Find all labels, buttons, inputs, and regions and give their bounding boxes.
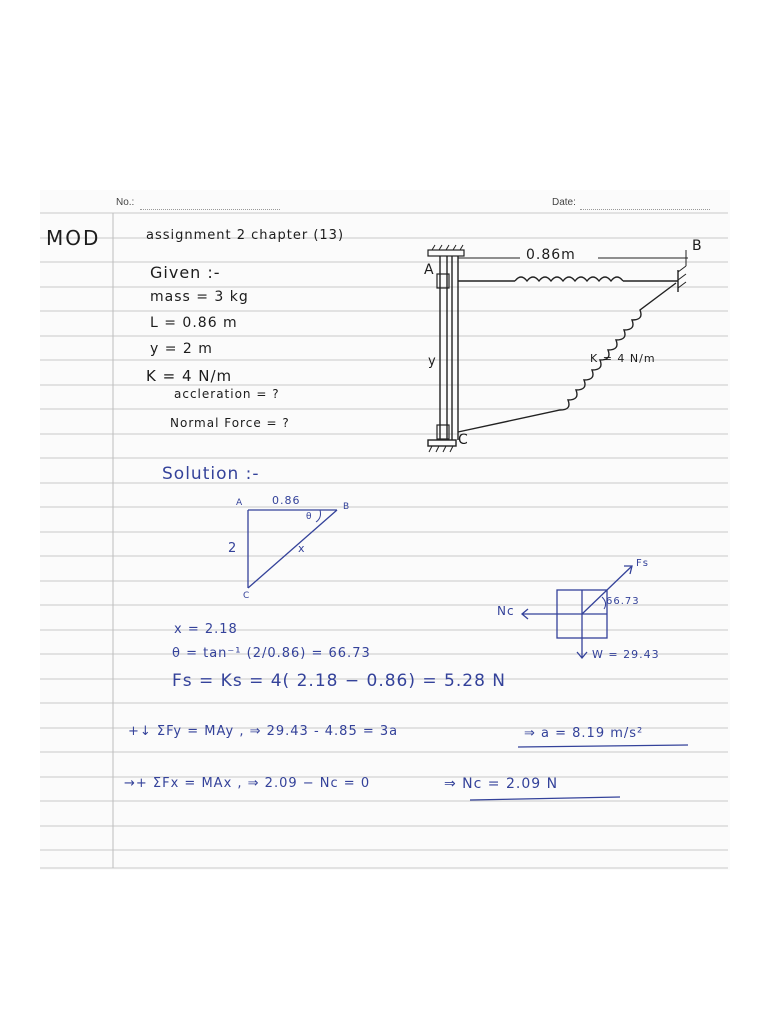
result-normal-force: ⇒ Nc = 2.09 N bbox=[444, 776, 559, 792]
equation-x: x = 2.18 bbox=[174, 622, 238, 637]
date-line bbox=[580, 209, 710, 210]
result-acceleration: ⇒ a = 8.19 m/s² bbox=[524, 726, 644, 741]
collar-figure bbox=[428, 245, 688, 452]
accel-underline bbox=[518, 745, 688, 747]
triangle-label-c: C bbox=[243, 591, 251, 601]
triangle-side-length: 2 bbox=[228, 541, 238, 556]
equation-theta: θ = tan⁻¹ (2/0.86) = 66.73 bbox=[172, 646, 371, 661]
triangle-label-a: A bbox=[236, 498, 244, 508]
equation-spring-force: Fs = Ks = 4( 2.18 − 0.86) = 5.28 N bbox=[172, 671, 507, 691]
given-y: y = 2 m bbox=[150, 341, 213, 357]
ruled-lines bbox=[40, 213, 728, 868]
given-mass: mass = 3 kg bbox=[150, 289, 249, 305]
normal-force-underline bbox=[470, 797, 620, 800]
solution-triangle bbox=[248, 510, 337, 588]
figure-label-c: C bbox=[458, 432, 469, 448]
fbd-weight: W = 29.43 bbox=[592, 648, 660, 661]
fbd-spring-force: Fs bbox=[636, 558, 649, 569]
assignment-title: assignment 2 chapter (13) bbox=[146, 228, 345, 243]
given-heading: Given :- bbox=[150, 263, 221, 282]
margin-mod: MOD bbox=[46, 226, 101, 250]
triangle-label-b: B bbox=[343, 502, 351, 512]
figure-label-b: B bbox=[692, 238, 703, 254]
no-label: No.: bbox=[116, 197, 135, 208]
solution-heading: Solution :- bbox=[162, 464, 260, 484]
figure-label-a: A bbox=[424, 262, 435, 278]
question-acceleration: accleration = ? bbox=[174, 387, 280, 401]
date-label: Date: bbox=[552, 197, 576, 208]
triangle-hypotenuse: x bbox=[298, 542, 306, 555]
fbd-normal-force: Nc bbox=[497, 604, 515, 618]
triangle-top-length: 0.86 bbox=[272, 494, 301, 507]
equation-sum-fy: +↓ ΣFy = MAy , ⇒ 29.43 - 4.85 = 3a bbox=[128, 724, 399, 739]
no-line bbox=[140, 209, 280, 210]
figure-top-dimension: 0.86m bbox=[526, 247, 576, 263]
given-length: L = 0.86 m bbox=[150, 315, 238, 331]
figure-spring-label: K = 4 N/m bbox=[590, 352, 656, 365]
figure-label-y: y bbox=[428, 354, 437, 369]
question-normal-force: Normal Force = ? bbox=[170, 416, 290, 430]
triangle-angle: θ bbox=[306, 512, 313, 522]
free-body-diagram bbox=[522, 566, 632, 658]
equation-sum-fx: →+ ΣFx = MAx , ⇒ 2.09 − Nc = 0 bbox=[124, 776, 371, 791]
given-k: K = 4 N/m bbox=[146, 367, 233, 385]
fbd-angle: 66.73 bbox=[606, 596, 640, 607]
